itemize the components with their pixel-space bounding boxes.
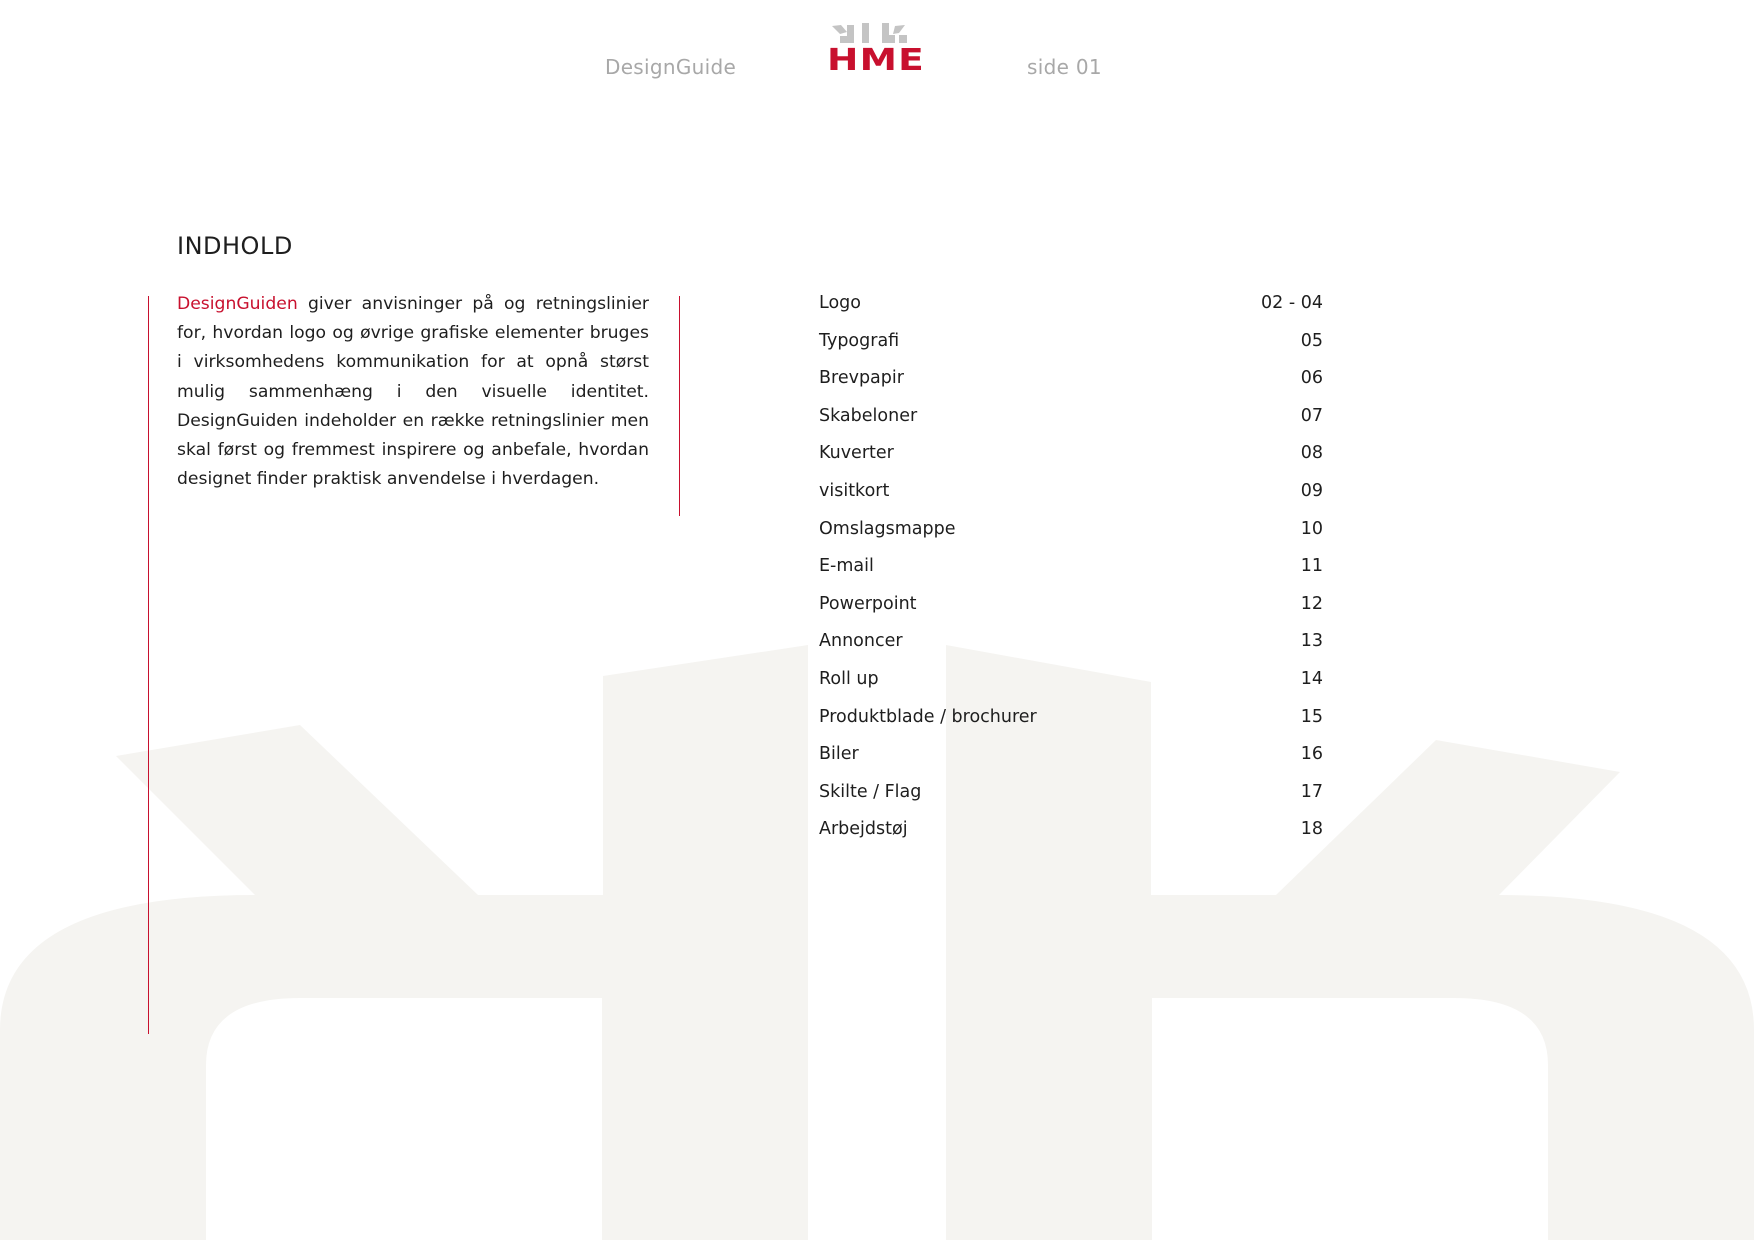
toc-row [819, 779, 1323, 817]
toc-entry-label: Typografi [819, 330, 900, 351]
toc-entry-label: Omslagsmappe [819, 518, 956, 539]
toc-row [819, 365, 1323, 403]
toc-entry-label: Logo [819, 293, 861, 313]
toc-row [819, 403, 1323, 441]
toc-entry-page: 16 [1300, 744, 1323, 765]
toc-row [819, 591, 1323, 629]
table-of-contents [819, 290, 1323, 854]
logo-wordmark: HME [826, 43, 926, 78]
toc-row [819, 666, 1323, 704]
toc-entry-label: Roll up [819, 668, 879, 689]
toc-row [819, 516, 1323, 554]
toc-entry-page: 02 - 04 [1261, 293, 1323, 313]
toc-entry-page: 09 [1300, 480, 1323, 501]
toc-entry-label: Brevpapir [819, 368, 904, 389]
toc-row [819, 328, 1323, 366]
toc-entry-page: 17 [1300, 781, 1323, 802]
toc-entry-label: Kuverter [819, 443, 894, 464]
toc-entry-label: Skabeloner [819, 405, 918, 426]
toc-row [819, 478, 1323, 516]
toc-entry-label: Arbejdstøj [819, 819, 908, 840]
toc-entry-page: 06 [1300, 368, 1323, 389]
toc-entry-page: 05 [1300, 330, 1323, 351]
toc-row [819, 628, 1323, 666]
toc-entry-label: Produktblade / brochurer [819, 706, 1037, 727]
toc-entry-page: 12 [1300, 593, 1323, 614]
toc-row [819, 816, 1323, 854]
intro-text: giver anvisninger på og retningslinier for, hvordan logo og øvrige grafiske elementer bruges i virksomhedens kommunikation for at opnå størst mulig sammenhæng i den visuelle identitet. DesignGuiden indeholder en række retningslinier men skal først og fremmest inspirere og anbefale, hvordan designet finder praktisk anvendelse i hverdagen. [177, 294, 649, 490]
toc-row [819, 704, 1323, 742]
toc-entry-label: Powerpoint [819, 593, 917, 614]
toc-entry-label: Biler [819, 744, 859, 765]
toc-entry-page: 08 [1300, 443, 1323, 464]
page-number-label: side 01 [1027, 55, 1102, 79]
toc-entry-label: Annoncer [819, 631, 903, 652]
toc-entry-label: Skilte / Flag [819, 781, 922, 802]
toc-entry-label: E-mail [819, 556, 874, 577]
toc-row [819, 741, 1323, 779]
toc-row [819, 440, 1323, 478]
intro-divider-rule [679, 296, 680, 516]
toc-entry-page: 18 [1300, 819, 1323, 840]
intro-highlight: DesignGuiden [177, 294, 298, 314]
intro-paragraph [177, 290, 649, 494]
toc-entry-page: 14 [1300, 668, 1323, 689]
toc-entry-page: 07 [1300, 405, 1323, 426]
section-title: INDHOLD [177, 232, 293, 260]
toc-entry-page: 11 [1300, 556, 1323, 577]
header-guide-label: DesignGuide [605, 55, 737, 79]
toc-entry-page: 15 [1300, 706, 1323, 727]
toc-row [819, 290, 1323, 328]
toc-row [819, 553, 1323, 591]
hme-logo [816, 22, 936, 78]
toc-entry-page: 13 [1300, 631, 1323, 652]
toc-entry-label: visitkort [819, 480, 890, 501]
toc-entry-page: 10 [1300, 518, 1323, 539]
left-accent-rule [148, 296, 149, 1034]
